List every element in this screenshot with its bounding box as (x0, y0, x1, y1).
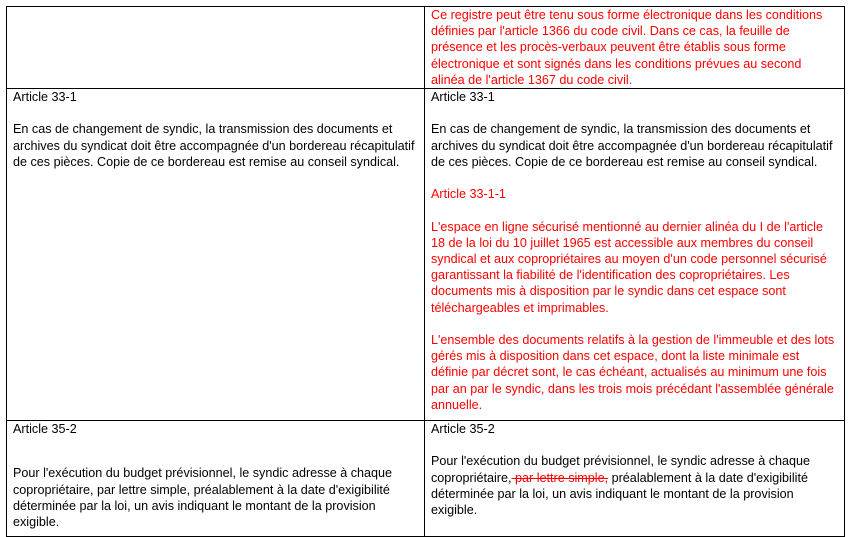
article-heading: Article 35-2 (13, 422, 77, 437)
table-row (7, 421, 845, 537)
deleted-text: par lettre simple, (511, 470, 609, 485)
body-text: préalablement à la date d'exigibilité déterminée par la loi, un avis indiquant le montant de la provision exigible. (431, 470, 808, 518)
article-body (431, 453, 838, 518)
added-article-heading: Article 33-1-1 (431, 187, 506, 202)
left-cell (7, 421, 425, 537)
right-cell (425, 421, 845, 537)
article-heading: Article 35-2 (431, 422, 495, 437)
right-cell (425, 89, 845, 421)
article-body: En cas de changement de syndic, la transmission des documents et archives du syndicat doit être accompagnée d'un bordereau récapitulatif de ces pièces. Copie de ce bordereau est remise au conseil syndical. (431, 122, 833, 169)
left-cell (7, 89, 425, 421)
article-body: Pour l'exécution du budget prévisionnel, le syndic adresse à chaque copropriétaire, par lettre simple, préalablement à la date d'exigibilité déterminée par la loi, un avis indiquant le montant de la provision exigible. (13, 466, 393, 530)
table-row (7, 7, 845, 89)
added-paragraph: L'espace en ligne sécurisé mentionné au dernier alinéa du I de l'article 18 de la loi du 10 juillet 1965 est accessible aux membres du conseil syndical et aux copropriétaires au moyen d'un code personnel sécurisé garantissant la fiabilité de l'identification des copropriétaires. Les documents mis à disposition par le syndic dans cet espace sont téléchargeables et imprimables. (431, 219, 827, 315)
added-text: Ce registre peut être tenu sous forme électronique dans les conditions définies par l'article 1366 du code civil. Dans ce cas, la feuille de présence et les procès-verbaux peuvent être établis sous forme électronique et sont signés dans les conditions prévues au second alinéa de l'article 1367 du code civil. (431, 8, 823, 87)
article-heading: Article 33-1 (431, 90, 495, 105)
body-text: Pour l'exécution du budget prévisionnel, le syndic adresse à chaque copropriétaire, (431, 454, 811, 485)
table-row (7, 89, 845, 421)
right-cell (425, 7, 845, 89)
comparison-table (6, 6, 845, 537)
left-cell (7, 7, 425, 89)
article-body: En cas de changement de syndic, la transmission des documents et archives du syndicat doit être accompagnée d'un bordereau récapitulatif de ces pièces. Copie de ce bordereau est remise au conseil syndical. (13, 122, 415, 169)
article-heading: Article 33-1 (13, 90, 77, 105)
added-paragraph: L'ensemble des documents relatifs à la gestion de l'immeuble et des lots gérés mis à disposition dans cet espace, dont la liste minimale est définie par décret sont, le cas échéant, actualisés au minimum une fois par an par le syndic, dans les trois mois précédant l'assemblée générale annuelle. (431, 333, 835, 412)
